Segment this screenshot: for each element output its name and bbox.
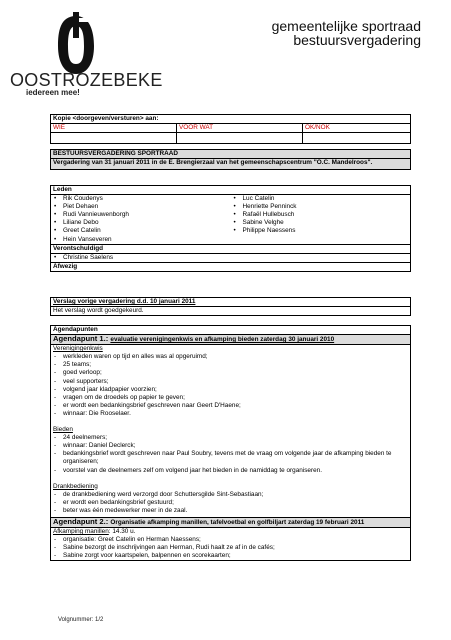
afkamping-manillen-label: Afkamping manillen <box>53 528 109 536</box>
oostrozebeke-logo-icon <box>56 12 96 76</box>
list-item: - volgend jaar kladpapier voorzien; <box>53 386 408 394</box>
list-item: - voorstel van de deelnemers zelf om volgend jaar het bieden in de namiddag te organiseren. <box>53 467 408 475</box>
agenda-table <box>50 325 411 561</box>
afkamping-manillen-time: : 14.30 u. <box>108 528 136 536</box>
list-item: - beter was één medewerker meer in de zaal. <box>53 507 408 515</box>
verontschuldigd-list <box>53 254 408 262</box>
list-item: - veel supporters; <box>53 378 408 386</box>
list-item: • Sabine Velghe <box>233 219 409 227</box>
list-item: • Piet Dehaen <box>53 203 229 211</box>
section-bieden: Bieden <box>53 426 73 434</box>
list-item: • Luc Catelin <box>233 195 409 203</box>
list-item: • Henriette Penninck <box>233 203 409 211</box>
list-item: • Hein Vanseveren <box>53 236 229 244</box>
manillen-list <box>53 536 408 560</box>
bieden-list <box>53 434 408 474</box>
verslag-table <box>50 297 411 316</box>
list-item: • Rafaël Hullebusch <box>233 211 409 219</box>
logo-name: OOSTROZEBEKE <box>10 70 163 90</box>
list-item: - er wordt een bedankingsbrief gestuurd; <box>53 499 408 507</box>
list-item: • Christine Saelens <box>53 254 408 262</box>
page-title: gemeentelijke sportraad <box>271 18 421 34</box>
section-verenigingenkwis: Verenigingenkwis <box>53 345 103 353</box>
agendapunt-2-number: Agendapunt 2.: <box>53 516 109 526</box>
agendapunt-1-number: Agendapunt 1.: <box>53 334 109 344</box>
list-item: - 25 teams; <box>53 361 408 369</box>
logo-tagline: iedereen mee! <box>26 88 80 97</box>
list-item: • Liliane Debo <box>53 219 229 227</box>
verontschuldigd-label: Verontschuldigd <box>51 244 411 253</box>
list-item: • Rudi Vannieuwenborgh <box>53 211 229 219</box>
agendapunt-1-title: evaluatie verenigingenkwis en afkamping bieden zaterdag 30 januari 2010 <box>110 336 335 344</box>
page-subtitle: bestuursvergadering <box>293 32 421 48</box>
leden-label: Leden <box>51 186 411 195</box>
verslag-title: Verslag vorige vergadering d.d. 10 januari 2011 <box>51 298 411 307</box>
drankbediening-list <box>53 491 408 515</box>
list-item: • Greet Catelin <box>53 227 229 235</box>
leden-left-list <box>53 195 229 244</box>
kopie-col-voorwat: VOOR WAT <box>177 124 303 133</box>
list-item: • Philippe Naessens <box>233 227 409 235</box>
agendapunt-2-title: Organisatie afkamping manillen, tafelvoetbal en golfbiljart zaterdag 19 februari 2011 <box>110 518 365 526</box>
meeting-line: Vergadering van 31 januari 2011 in de E. Brengierzaal van het gemeenschapscentrum "O.C. Mandelroos". <box>51 159 411 170</box>
verenigingenkwis-list <box>53 353 408 418</box>
agenda-label: Agendapunten <box>51 326 411 335</box>
list-item: - de drankbediening werd verzorgd door Schuttersgilde Sint-Sebastiaan; <box>53 491 408 499</box>
list-item: - bedankingsbrief wordt geschreven naar Paul Soubry, tevens met de vraag om volgende jaar de afkamping bieden te organiseren; <box>53 450 408 466</box>
list-item: - werkleden waren op tijd en alles was al opgeruimd; <box>53 353 408 361</box>
kopie-table <box>50 114 411 144</box>
afwezig-label: Afwezig <box>51 262 411 271</box>
list-item: - organisatie: Greet Catelin en Herman Naessens; <box>53 536 408 544</box>
agendapunt-1-header <box>51 335 411 345</box>
verslag-text: Het verslag wordt goedgekeurd. <box>51 307 411 316</box>
list-item: - vragen om de droedels op papier te geven; <box>53 394 408 402</box>
list-item: - winnaar: Daniel Declerck; <box>53 442 408 450</box>
page-number: Volgnummer: 1/2 <box>58 617 104 623</box>
agendapunt-2-header <box>51 517 411 527</box>
list-item: • Rik Coudenys <box>53 195 229 203</box>
kopie-col-wie: WIE <box>51 124 177 133</box>
meeting-title: BESTUURSVERGADERING SPORTRAAD <box>51 150 411 159</box>
attendance-table <box>50 185 411 272</box>
list-item: - winnaar: Die Rooselaer. <box>53 410 408 418</box>
list-item: - er wordt een bedankingsbrief geschreven naar Geert D'Haene; <box>53 402 408 410</box>
kopie-col-oknok: OK/NOK <box>303 124 411 133</box>
leden-right-list <box>233 195 409 235</box>
list-item: - Sabine zorgt voor kaartspelen, balpennen en scorekaarten; <box>53 552 408 560</box>
kopie-label: Kopie <doorgeven/versturen> aan: <box>51 115 411 124</box>
section-drankbediening: Drankbediening <box>53 482 98 490</box>
list-item: - 24 deelnemers; <box>53 434 408 442</box>
meeting-block <box>50 149 411 170</box>
list-item: - goed verloop; <box>53 369 408 377</box>
list-item: - Sabine bezorgt de inschrijvingen aan Herman, Rudi haalt ze af in de cafés; <box>53 544 408 552</box>
